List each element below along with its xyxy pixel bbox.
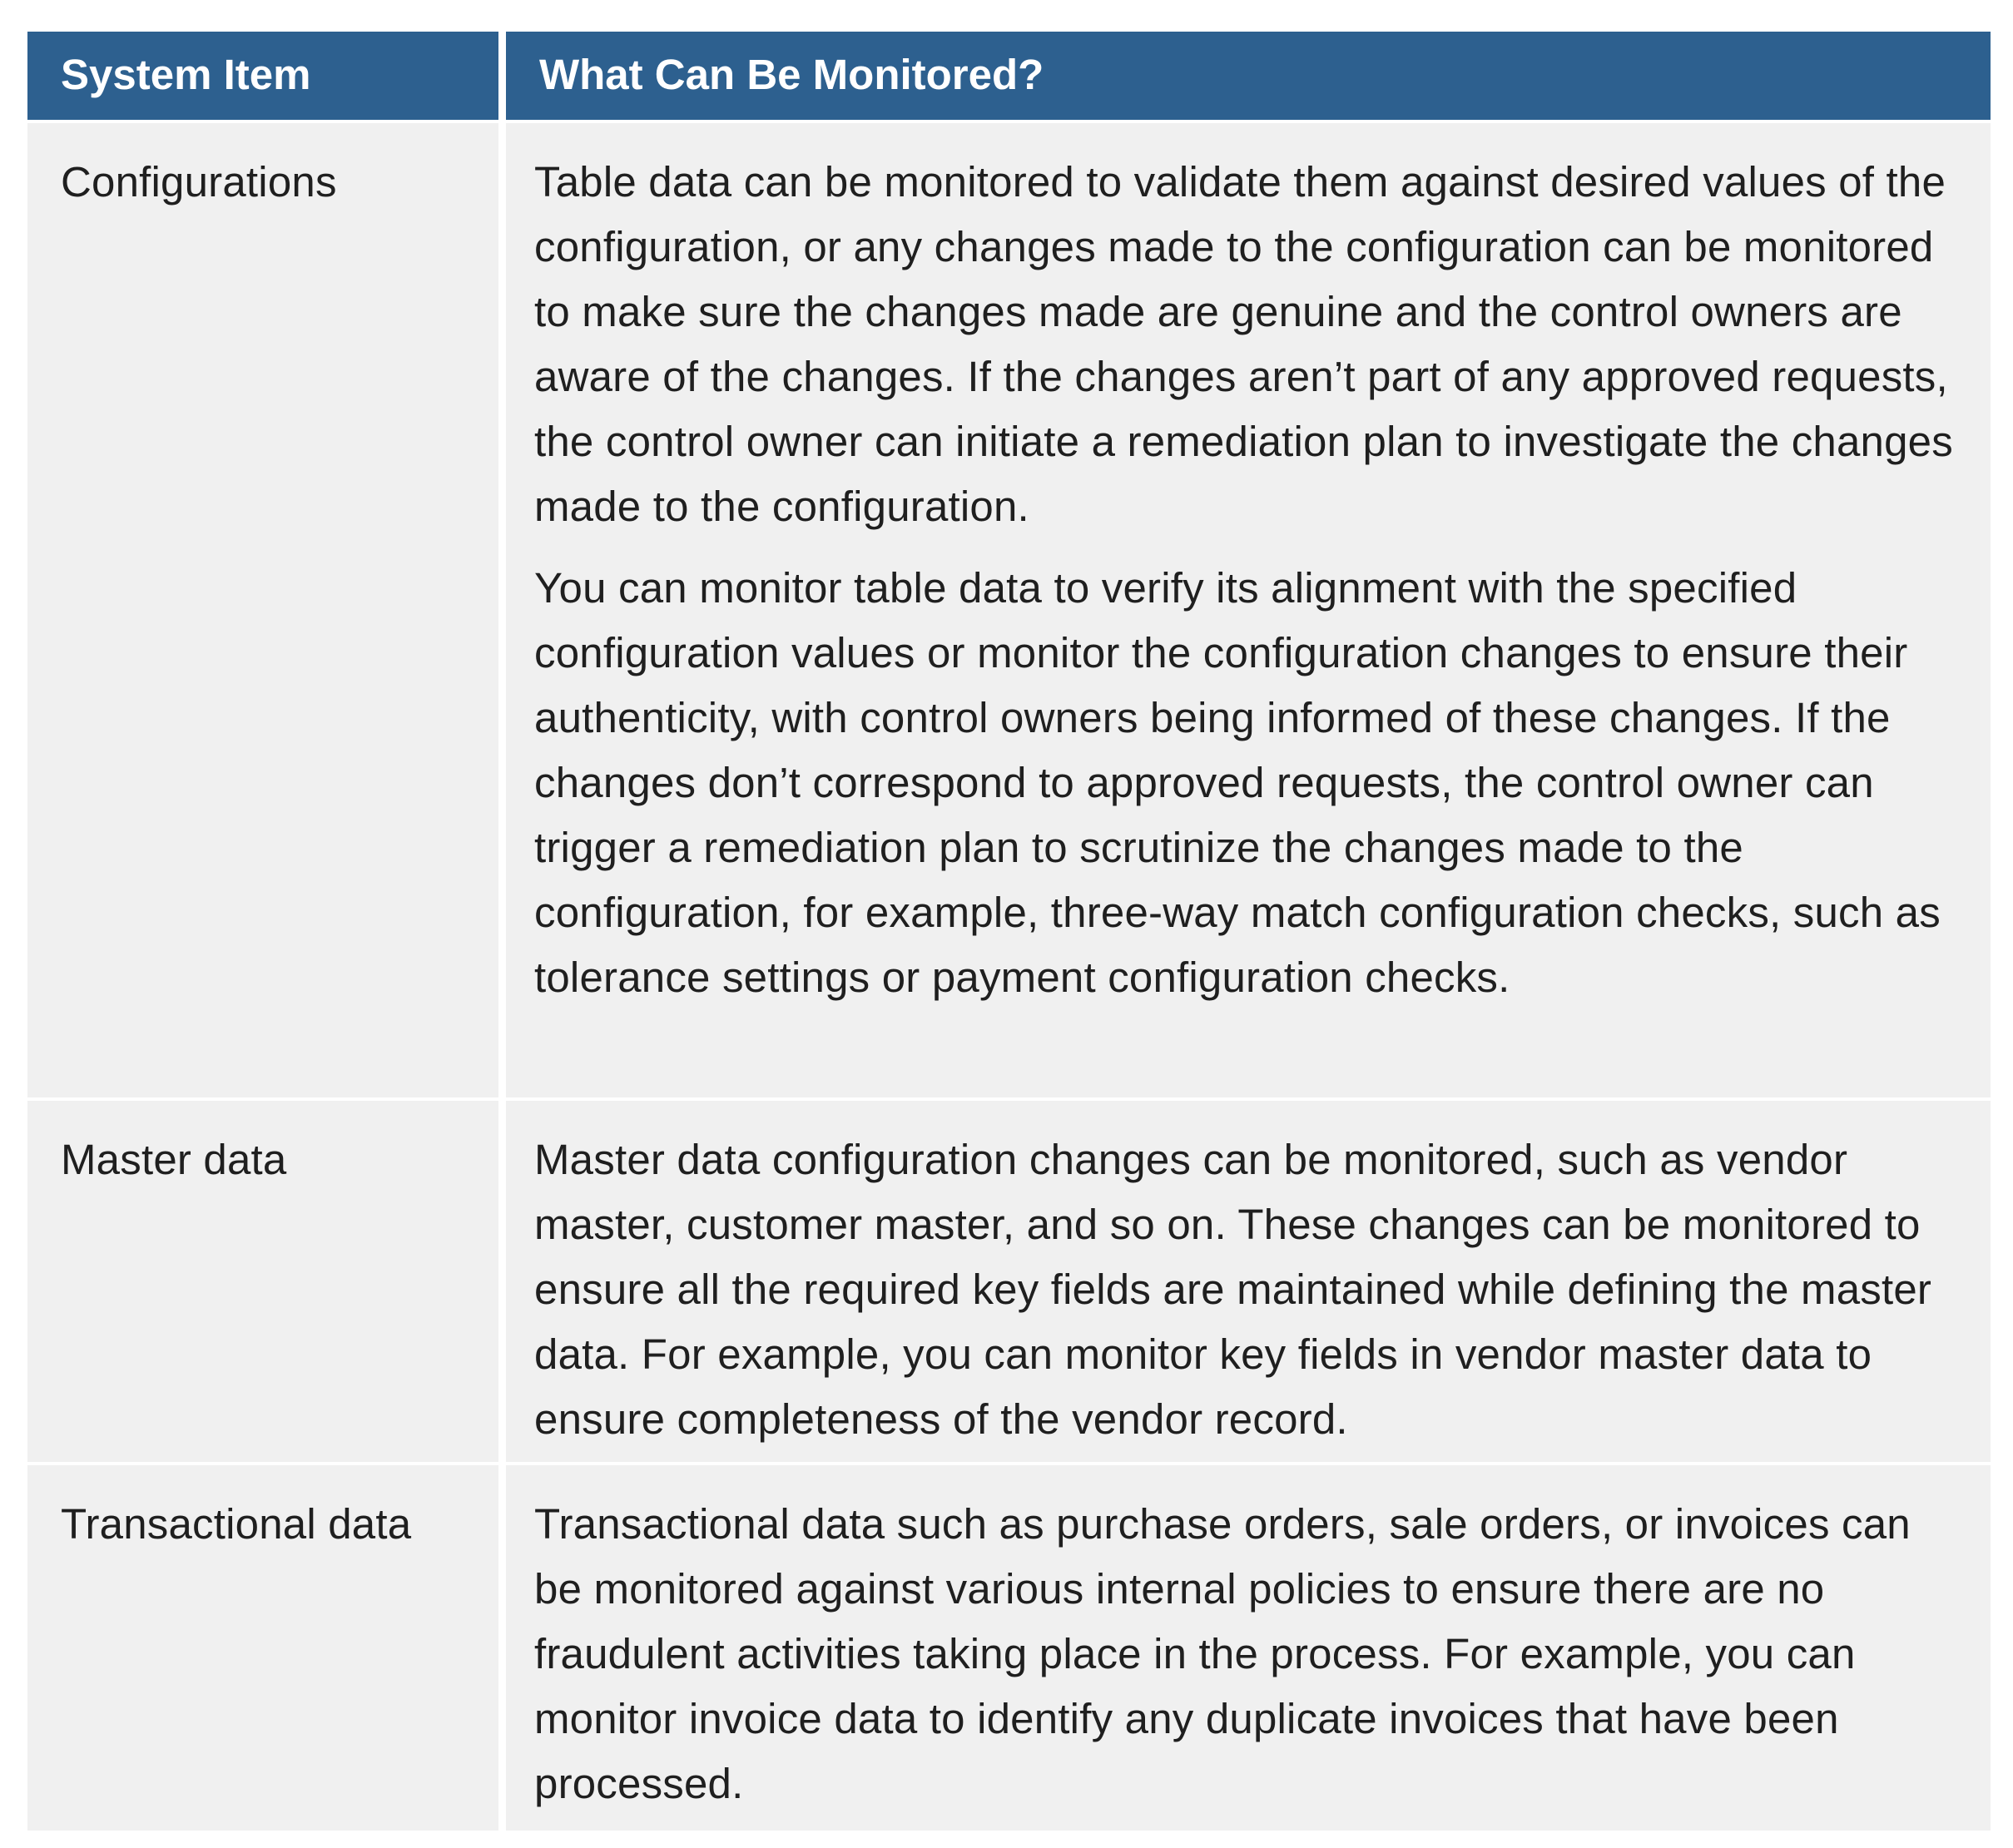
system-item-label: Configurations [61,158,337,206]
system-item-label: Master data [61,1136,287,1183]
row-configurations-description [506,123,1991,1097]
description-paragraph: Transactional data such as purchase orders, sale orders, or invoices can be monitored against various internal policies to ensure there are no fraudulent activities taking place in the process. For example, you can monitor invoice data to identify any duplicate invoices that have been processed. [534,1500,1911,1807]
system-item-label: Transactional data [61,1500,412,1548]
header-system-item: System Item [27,32,498,120]
header-what-can-be-monitored: What Can Be Monitored? [506,32,1991,120]
row-master-data-item [27,1101,498,1462]
row-transactional-data-description [506,1465,1991,1831]
description-paragraph: Master data configuration changes can be monitored, such as vendor master, customer master, and so on. These changes can be monitored to ensure all the required key fields are maintained while defining the master data. For example, you can monitor key fields in vendor master data to ensure completeness of the vendor record. [534,1136,1932,1443]
row-transactional-data-item [27,1465,498,1831]
row-master-data-description [506,1101,1991,1462]
description-paragraph: Table data can be monitored to validate them against desired values of the configuration, or any changes made to the configuration can be monitored to make sure the changes made are genuine and the control owners are aware of the changes. If the changes aren’t part of any approved requests, the control owner can initiate a remediation plan to investigate the changes made to the configuration. [534,158,1953,530]
row-configurations-item [27,123,498,1097]
monitoring-table [27,32,1991,1831]
description-paragraph: You can monitor table data to verify its alignment with the specified configuration values or monitor the configuration changes to ensure their authenticity, with control owners being informed of these changes. If the changes don’t correspond to approved requests, the control owner can trigger a remediation plan to scrutinize the changes made to the configuration, for example, three-way match configuration checks, such as tolerance settings or payment configuration checks. [534,564,1941,1001]
